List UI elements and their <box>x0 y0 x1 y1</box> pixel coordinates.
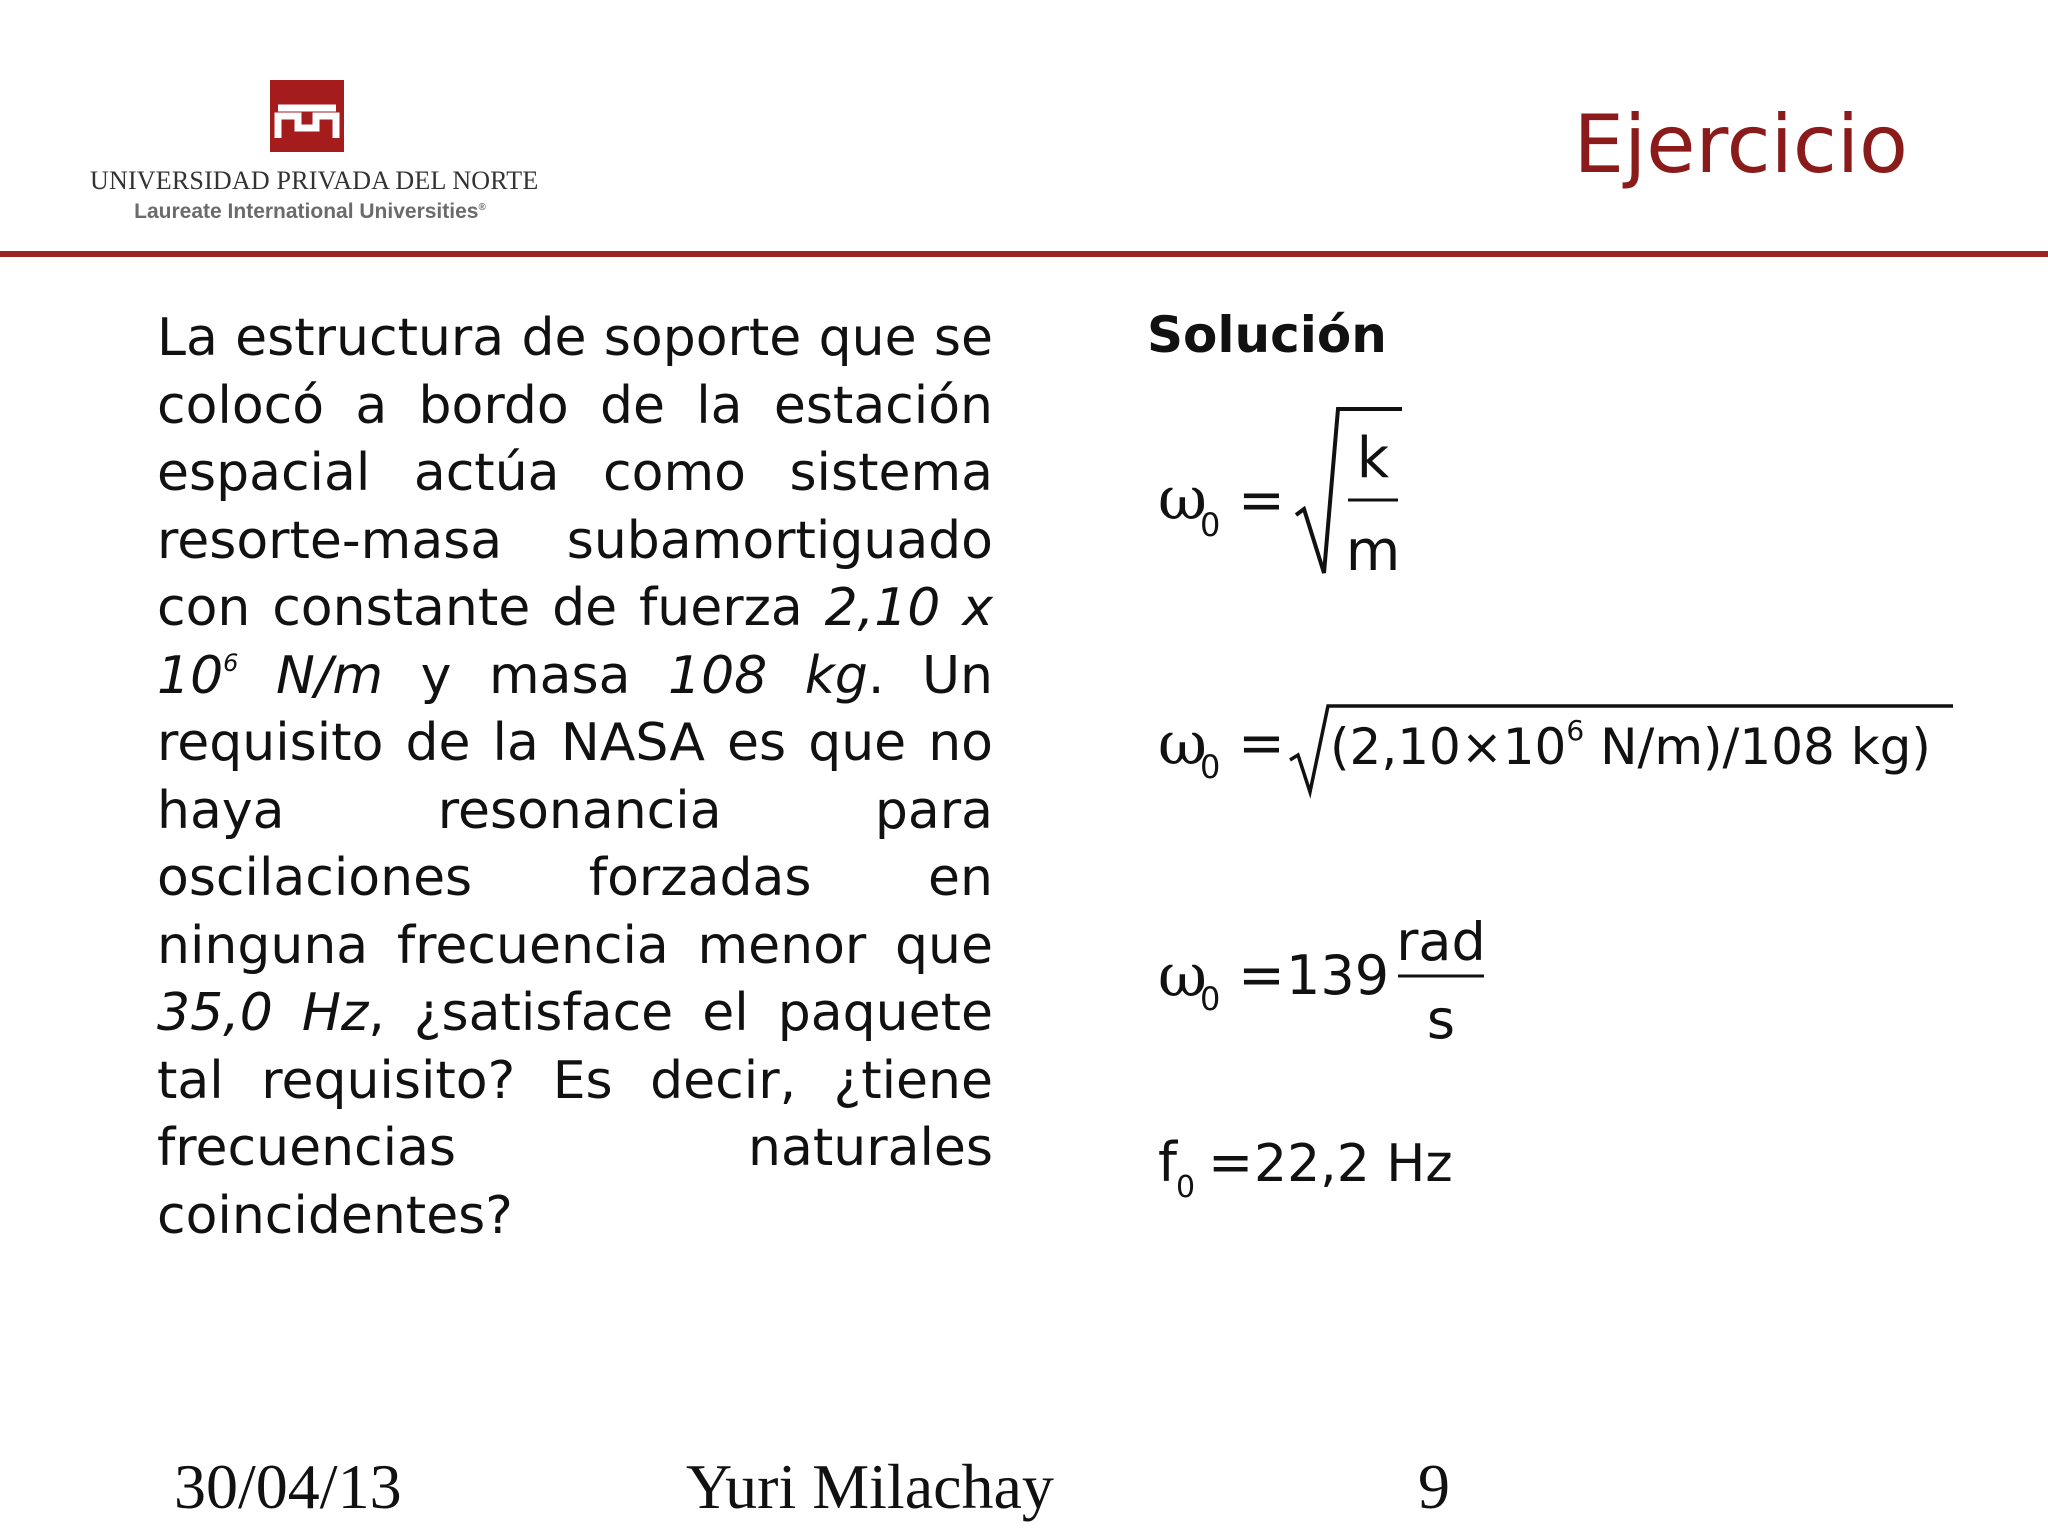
substitution-numerator: ($2,10\times 10^6$ N/m)/108 kg) <box>1330 714 1931 776</box>
solution-heading: Solución <box>1147 306 1387 364</box>
equation-substitution <box>1158 700 1958 810</box>
slide-title: Ejercicio <box>1573 98 1908 191</box>
problem-text-3: . Un requisito de la NASA es que no haya resonancia para oscilaciones forzadas en ninguna frecuencia menor que <box>157 645 994 976</box>
footer-page-number: 9 <box>1418 1451 1450 1522</box>
fraction-numerator-k: k <box>1356 426 1390 491</box>
subscript-zero: 0 <box>1200 980 1221 1018</box>
omega-symbol: ω <box>1158 709 1207 779</box>
equals-sign: = <box>1208 1131 1254 1194</box>
footer-author: Yuri Milachay <box>686 1451 1054 1522</box>
problem-text-2: y masa <box>383 645 668 706</box>
problem-text-1: La estructura de soporte que se colocó a bordo de la estación espacial actúa como sistema resorte-masa subamortiguado con constante de fuerza <box>157 308 993 638</box>
equation-angular-frequency-result <box>1158 920 1518 1070</box>
equation-natural-frequency-hz <box>1158 1125 1518 1215</box>
unit-numerator-rad: rad <box>1396 920 1486 973</box>
header-divider <box>0 251 2048 257</box>
fraction-denominator-m: m <box>1345 519 1401 584</box>
equals-sign: = <box>1238 711 1285 776</box>
subscript-zero: 0 <box>1200 506 1221 544</box>
problem-statement <box>157 305 993 1250</box>
omega-symbol: ω <box>1158 941 1207 1011</box>
square-root-sign <box>1290 405 1410 585</box>
registered-mark: ® <box>478 202 486 213</box>
omega-symbol: ω <box>1158 464 1207 534</box>
university-name: UNIVERSIDAD PRIVADA DEL NORTE <box>90 166 539 195</box>
natural-frequency-value: 22,2 Hz <box>1254 1134 1453 1194</box>
university-logo <box>270 80 344 152</box>
equals-sign: = <box>1238 943 1285 1008</box>
angular-frequency-value: 139 <box>1286 944 1390 1007</box>
frequency-limit: 35,0 Hz <box>157 983 369 1043</box>
equals-sign: = <box>1238 468 1285 533</box>
spring-constant: 2,10 x $10^6$ N/m <box>157 578 993 706</box>
problem-text-4: , ¿satisface el paquete tal requisito? Es decir, ¿tiene frecuencias naturales coincidentes? <box>157 983 993 1246</box>
frequency-symbol: f <box>1158 1131 1178 1194</box>
footer-date: 30/04/13 <box>174 1451 402 1522</box>
subscript-zero: 0 <box>1200 748 1221 786</box>
unit-denominator-s: s <box>1426 988 1456 1051</box>
subscript-zero: 0 <box>1176 1170 1196 1205</box>
mass-value: 108 kg <box>668 645 868 706</box>
university-network: Laureate International Universities® <box>134 200 486 223</box>
